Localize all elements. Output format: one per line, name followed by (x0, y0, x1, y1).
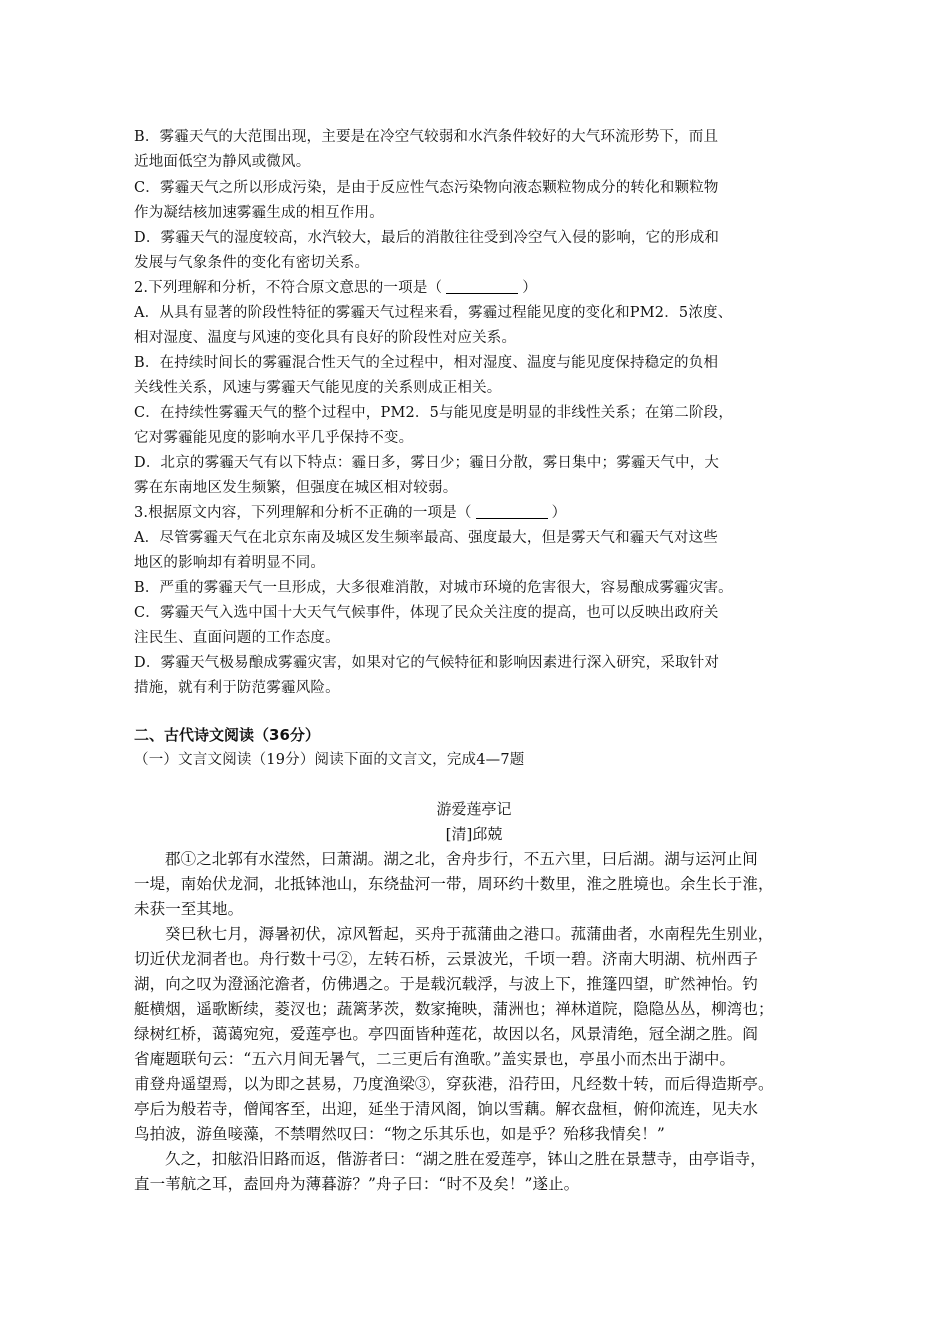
passage-line: 湖，向之叹为澄涵沱澹者，仿佛遇之。于是载沉载浮，与波上下，推篷四望，旷然神怡。钓 (134, 975, 759, 993)
q1-option-b-line1: B．雾霾天气的大范围出现，主要是在冷空气较弱和水汽条件较好的大气环流形势下，而且 (134, 129, 719, 145)
q2-option-c-line2: 它对雾霾能见度的影响水平几乎保持不变。 (134, 430, 414, 446)
q3-option-a-line1: A．尽管雾霾天气在北京东南及城区发生频率最高、强度最大，但是雾天气和霾天气对这些 (134, 530, 718, 546)
q2-option-c-line1: C．在持续性雾霾天气的整个过程中，PM2．5与能见度是明显的非线性关系；在第二阶段， (134, 405, 734, 421)
q1-option-b-line2: 近地面低空为静风或微风。 (134, 154, 311, 170)
passage-line: 甫登舟遥望焉，以为即之甚易，乃度渔梁③，穿荻港，沿荇田，凡经数十转，而后得造斯亭。 (134, 1075, 774, 1093)
passage-author: [清]邱兢 (445, 825, 503, 843)
passage-line: 未获一至其地。 (134, 900, 244, 918)
q3-stem (134, 501, 824, 525)
passage-line: 绿树红桥，蔼蔼宛宛，爱莲亭也。亭四面皆种莲花，故因以名，风景清绝，冠全湖之胜。阎 (134, 1025, 759, 1043)
q3-stem-end: ） (551, 505, 567, 521)
q3-option-c-line1: C．雾霾天气入选中国十大天气气候事件，体现了民众关注度的提高，也可以反映出政府关 (134, 605, 719, 621)
q1-option-d-line2: 发展与气象条件的变化有密切关系。 (134, 255, 370, 271)
passage-line: 癸巳秋七月，溽暑初伏，凉风暂起，买舟于菰蒲曲之港口。菰蒲曲者，水南程先生别业， (165, 925, 774, 943)
q2-option-b-line2: 关线性关系，风速与雾霾天气能见度的关系则成正相关。 (134, 380, 502, 396)
passage-line: 久之，扣舷沿旧路而返，偕游者曰：“湖之胜在爱莲亭，钵山之胜在景慧寺，由亭诣寺， (165, 1150, 766, 1168)
passage-line: 直一苇航之耳，盍回舟为薄暮游？”舟子曰：“时不及矣！”遂止。 (134, 1175, 580, 1193)
q3-stem-text: 3.根据原文内容，下列理解和分析不正确的一项是（ (134, 505, 472, 521)
section-heading: 二、古代诗文阅读（36分） (134, 726, 320, 744)
q1-option-d-line1: D．雾霾天气的湿度较高，水汽较大，最后的消散往往受到冷空气入侵的影响，它的形成和 (134, 230, 720, 246)
q3-answer-blank[interactable] (476, 504, 548, 519)
q2-option-a-line1: A．从具有显著的阶段性特征的雾霾天气过程来看，雾霾过程能见度的变化和PM2．5浓度、 (134, 305, 733, 321)
q2-option-b-line1: B．在持续时间长的雾霾混合性天气的全过程中，相对湿度、温度与能见度保持稳定的负相 (134, 355, 719, 371)
passage-line: 鸟拍波，游鱼唼藻，不禁喟然叹曰：“物之乐其乐也，如是乎？殆移我情矣！” (134, 1125, 665, 1143)
q2-stem-text: 2.下列理解和分析，不符合原文意思的一项是（ (134, 280, 443, 296)
q1-option-c-line2: 作为凝结核加速雾霾生成的相互作用。 (134, 205, 384, 221)
section-subheading: （一）文言文阅读（19分）阅读下面的文言文，完成4—7题 (134, 752, 525, 768)
q3-option-d-line2: 措施，就有利于防范雾霾风险。 (134, 680, 340, 696)
passage-line: 切近伏龙洞者也。舟行数十弓②，左转石桥，云景波光，千顷一碧。济南大明湖、杭州西子 (134, 950, 759, 968)
q2-option-d-line2: 雾在东南地区发生频繁，但强度在城区相对较弱。 (134, 480, 458, 496)
passage-line: 郡①之北郭有水滢然，曰萧湖。湖之北，舍舟步行，不五六里，曰后湖。湖与运河止间 (165, 850, 758, 868)
passage-line: 亭后为般若寺，僧闻客至，出迎，延坐于清风阁，饷以雪藕。解衣盘桓，俯仰流连，见夫水 (134, 1100, 759, 1118)
passage-line: 一堤，南始伏龙洞，北抵钵池山，东绕盐河一带，周环约十数里，淮之胜境也。余生长于淮， (134, 875, 774, 893)
q2-stem (134, 276, 824, 300)
passage-title: 游爱莲亭记 (436, 800, 512, 818)
q2-answer-blank[interactable] (446, 279, 518, 294)
q2-stem-end: ） (522, 280, 537, 296)
q3-option-a-line2: 地区的影响却有着明显不同。 (134, 555, 326, 571)
q3-option-c-line2: 注民生、直面问题的工作态度。 (134, 630, 340, 646)
q3-option-b-line1: B．严重的雾霾天气一旦形成，大多很难消散，对城市环境的危害很大，容易酿成雾霾灾害。 (134, 580, 733, 596)
passage-line: 艇横烟，遥歌断续，菱汊也；蔬篱茅茨，数家掩映，蒲洲也；禅林道院，隐隐丛丛，柳湾也； (134, 1000, 774, 1018)
q1-option-c-line1: C．雾霾天气之所以形成污染，是由于反应性气态污染物向液态颗粒物成分的转化和颗粒物 (134, 180, 719, 196)
q2-option-d-line1: D．北京的雾霾天气有以下特点：霾日多，雾日少；霾日分散，雾日集中；雾霾天气中，大 (134, 455, 720, 471)
q2-option-a-line2: 相对湿度、温度与风速的变化具有良好的阶段性对应关系。 (134, 330, 517, 346)
q3-option-d-line1: D．雾霾天气极易酿成雾霾灾害，如果对它的气候特征和影响因素进行深入研究，采取针对 (134, 655, 720, 671)
passage-line: 省庵题联句云：“五六月间无暑气，二三更后有渔歌。”盖实景也，亭虽小而杰出于湖中。 (134, 1050, 736, 1068)
